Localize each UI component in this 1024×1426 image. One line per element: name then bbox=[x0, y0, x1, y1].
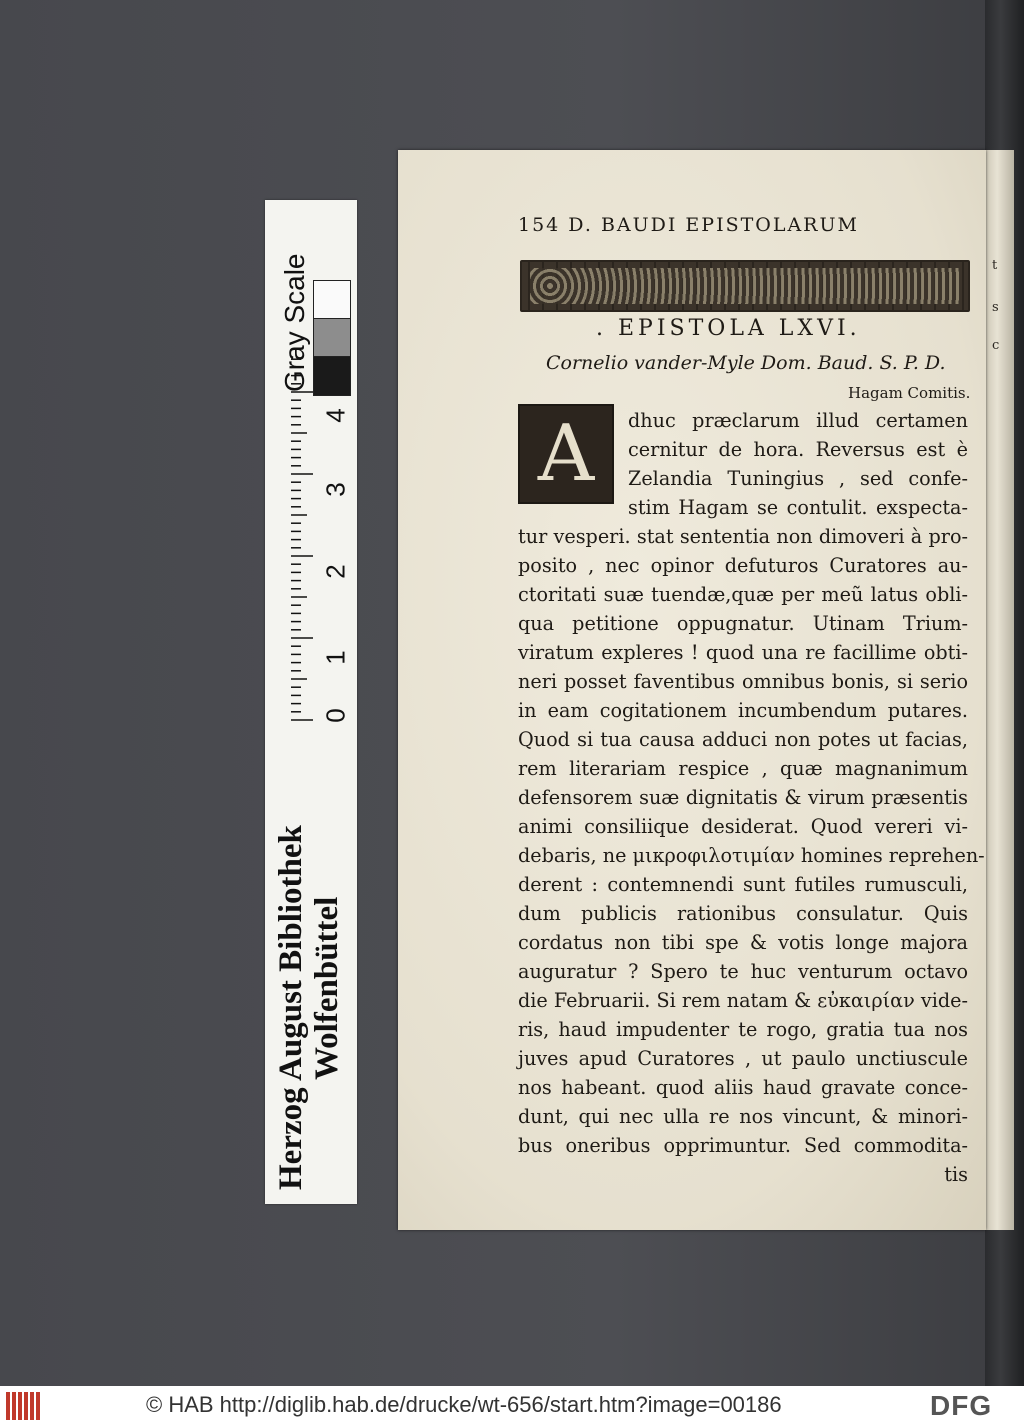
salutation: Cornelio vander-Myle Dom. Baud. S. P. D. bbox=[546, 352, 946, 374]
ruler-ticks bbox=[265, 200, 357, 1204]
text-line: qua petitione oppugnatur. Utinam Trium- bbox=[518, 612, 968, 635]
epistle-title: . EPISTOLA LXVI. bbox=[596, 316, 861, 341]
dfg-logo: DFG bbox=[930, 1390, 993, 1421]
text-line: bus oneribus opprimuntur. Sed commodita- bbox=[518, 1134, 968, 1157]
text-line: stim Hagam se contulit. exspecta- bbox=[628, 496, 968, 519]
next-page-edge bbox=[986, 150, 1014, 1230]
text-line: die Februarii. Si rem natam & εὐκαιρίαν vide- bbox=[518, 989, 968, 1012]
text-line: derent : contemnendi sunt futiles rumusculi, bbox=[518, 873, 968, 896]
text-line: nos habeant. quod aliis haud gravate conce- bbox=[518, 1076, 968, 1099]
text-line: tur vesperi. stat sententia non dimoveri à pro- bbox=[518, 525, 968, 548]
text-line: rem literariam respice , quæ magnanimum bbox=[518, 757, 968, 780]
gray-scale-label: Gray Scale bbox=[279, 253, 310, 392]
text-line: tis bbox=[944, 1163, 968, 1186]
text-line: animi consiliique desiderat. Quod vereri vi- bbox=[518, 815, 968, 838]
ruler-number-0: 0 bbox=[320, 708, 351, 723]
text-line: dum publicis rationibus consulatur. Quis bbox=[518, 902, 968, 925]
text-line: ris, haud impudenter te rogo, gratia tua nos bbox=[518, 1018, 968, 1041]
ruler-institution-name: Herzog August Bibliothek bbox=[273, 825, 309, 1190]
ruler-number-3: 3 bbox=[320, 482, 351, 497]
ruler-institution-city: Wolfenbüttel bbox=[309, 896, 345, 1080]
edge-mark: c bbox=[992, 338, 1000, 353]
text-line: dhuc præclarum illud certamen bbox=[628, 409, 968, 432]
edge-mark: t bbox=[992, 258, 998, 273]
body-text bbox=[518, 406, 985, 1189]
ruler-number-2: 2 bbox=[320, 564, 351, 579]
text-line: cernitur de hora. Reversus est è bbox=[628, 438, 968, 461]
text-line: juves apud Curatores , ut paulo unctiuscule bbox=[518, 1047, 968, 1070]
place-line: Hagam Comitis. bbox=[848, 384, 971, 402]
edge-mark: s bbox=[992, 300, 999, 315]
text-line: neri posset faventibus omnibus bonis, si serio bbox=[518, 670, 968, 693]
hab-logo-icon bbox=[6, 1392, 42, 1420]
scale-ruler bbox=[265, 200, 357, 1204]
text-line: dunt, qui nec ulla re nos vincunt, & minori- bbox=[518, 1105, 968, 1128]
text-line: cordatus non tibi spe & votis longe majora bbox=[518, 931, 968, 954]
running-head: 154 D. BAUDI EPISTOLARUM bbox=[518, 214, 859, 236]
text-line: defensorem suæ dignitatis & virum præsentis bbox=[518, 786, 968, 809]
text-line: ctoritati suæ tuendæ,quæ per meũ latus obli- bbox=[518, 583, 968, 606]
text-line: Zelandia Tuningius , sed confe- bbox=[628, 467, 968, 490]
text-line: in eam cogitationem incumbendum putares. bbox=[518, 699, 968, 722]
text-line: posito , nec opinor defuturos Curatores au- bbox=[518, 554, 968, 577]
copyright-link[interactable]: © HAB http://diglib.hab.de/drucke/wt-656/start.htm?image=00186 bbox=[146, 1392, 782, 1417]
footer-bar bbox=[0, 1386, 1024, 1426]
ruler-number-4: 4 bbox=[320, 408, 351, 423]
text-line: Quod si tua causa adduci non potes ut facias, bbox=[518, 728, 968, 751]
text-line: viratum expleres ! quod una re facillime obti- bbox=[518, 641, 968, 664]
text-line: auguratur ? Spero te huc venturum octavo bbox=[518, 960, 968, 983]
decorative-headpiece bbox=[520, 260, 970, 312]
initial-letter: A bbox=[537, 409, 595, 499]
text-line: debaris, ne μικροφιλοτιμίαν homines reprehen- bbox=[518, 844, 985, 867]
book-page bbox=[398, 150, 986, 1230]
ruler-number-1: 1 bbox=[320, 650, 351, 665]
